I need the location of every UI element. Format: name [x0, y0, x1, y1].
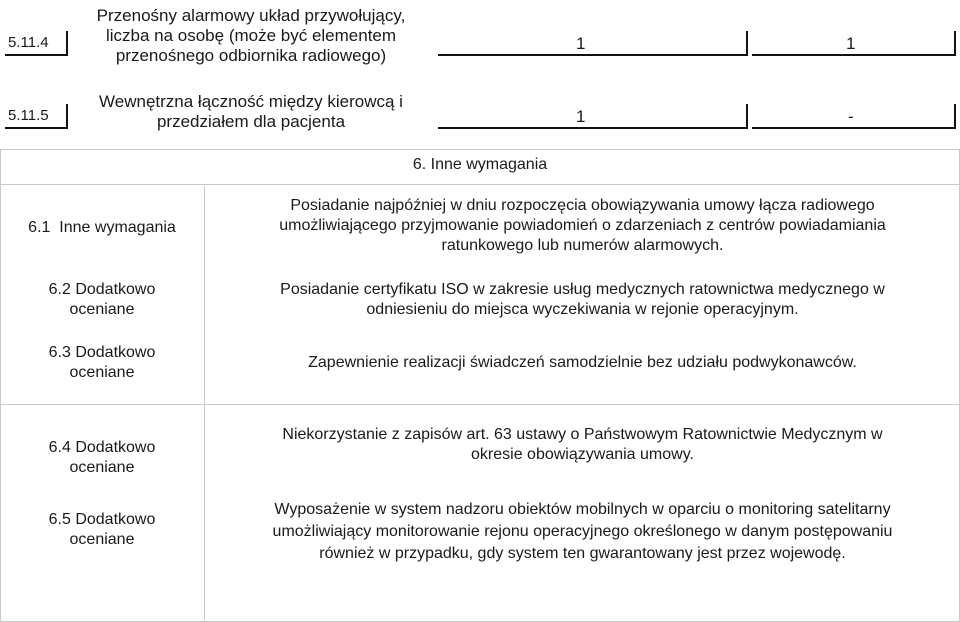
row-description — [74, 92, 428, 132]
text-line: odniesieniu do miejsca wyczekiwania w rejonie operacyjnym. — [366, 301, 799, 318]
requirement-text — [205, 499, 960, 565]
requirement-label — [0, 438, 204, 478]
requirement-text — [205, 280, 960, 320]
requirement-text — [205, 196, 960, 256]
row-code: 5.11.5 — [8, 107, 49, 124]
text-line: ratunkowego lub numerów alarmowych. — [441, 237, 724, 254]
label-line: oceniane — [69, 301, 135, 318]
label-line: 6.4 Dodatkowo — [48, 439, 156, 456]
value-cell-b — [752, 104, 956, 129]
text-line: również w przypadku, gdy system ten gwarantowany jest przez wojewodę. — [319, 545, 846, 562]
label-line: 6.2 Dodatkowo — [48, 281, 156, 298]
text-line: umożliwiającego przyjmowanie powiadomień o zdarzeniach z centrów powiadamiania — [279, 217, 886, 234]
description-line: liczba na osobę (może być elementem — [105, 26, 397, 45]
requirement-text — [205, 425, 960, 465]
value-b: 1 — [846, 34, 856, 53]
text-line: Zapewnienie realizacji świadczeń samodzielnie bez udziału podwykonawców. — [308, 354, 857, 371]
row-code: 5.11.4 — [8, 34, 49, 51]
section-title: 6. Inne wymagania — [412, 156, 548, 173]
label-line: oceniane — [69, 364, 135, 381]
section-header-divider — [0, 184, 960, 185]
requirement-text — [205, 353, 960, 373]
value-a: 1 — [576, 34, 586, 53]
requirement-label — [0, 510, 204, 550]
equipment-table — [0, 0, 960, 140]
row-divider — [0, 404, 960, 405]
text-line: Wyposażenie w system nadzoru obiektów mobilnych w oparciu o monitoring satelitarny — [274, 501, 891, 518]
label-line: 6.5 Dodatkowo — [48, 511, 156, 528]
text-line: umożliwiający monitorowanie rejonu operacyjnego określonego w danym postępowaniu — [272, 523, 893, 540]
description-line: przenośnego odbiornika radiowego) — [115, 46, 387, 65]
label-line: 6.1 Inne wymagania — [28, 219, 176, 236]
label-line: oceniane — [69, 459, 135, 476]
requirement-label — [0, 218, 204, 238]
value-b: - — [848, 107, 854, 126]
value-a: 1 — [576, 107, 586, 126]
requirement-label — [0, 280, 204, 320]
description-line: Wewnętrzna łączność między kierowcą i — [99, 92, 403, 111]
text-line: okresie obowiązywania umowy. — [471, 446, 694, 463]
label-line: 6.3 Dodatkowo — [48, 344, 156, 361]
description-line: Przenośny alarmowy układ przywołujący, — [96, 6, 406, 25]
requirement-label — [0, 343, 204, 383]
text-line: Posiadanie certyfikatu ISO w zakresie usług medycznych ratownictwa medycznego w — [280, 281, 885, 298]
text-line: Posiadanie najpóźniej w dniu rozpoczęcia obowiązywania umowy łącza radiowego — [290, 197, 875, 214]
text-line: Niekorzystanie z zapisów art. 63 ustawy o Państwowym Ratownictwie Medycznym w — [282, 426, 883, 443]
label-line: oceniane — [69, 531, 135, 548]
value-cell-a — [438, 31, 748, 56]
value-cell-a — [438, 104, 748, 129]
description-line: przedziałem dla pacjenta — [156, 112, 346, 131]
row-description — [74, 6, 428, 66]
